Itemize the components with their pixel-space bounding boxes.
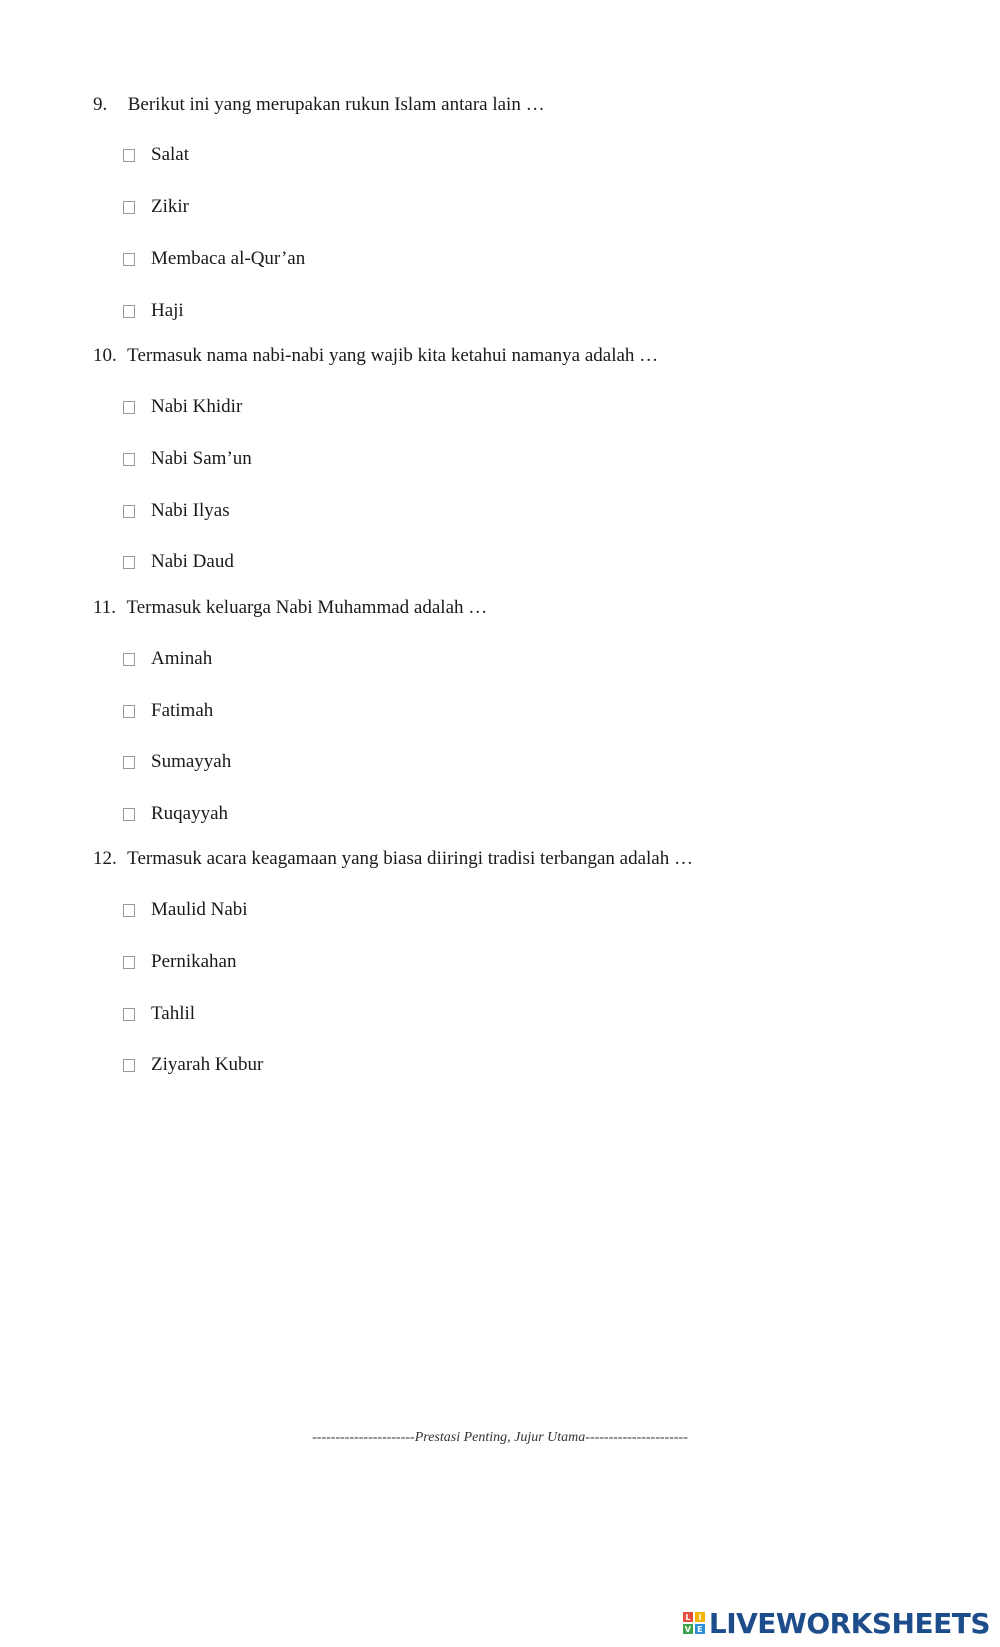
checkbox[interactable] bbox=[123, 705, 135, 718]
checkbox[interactable] bbox=[123, 505, 135, 518]
option-label: Nabi Ilyas bbox=[151, 500, 230, 521]
checkbox[interactable] bbox=[123, 253, 135, 266]
checkbox[interactable] bbox=[123, 808, 135, 821]
option-tahlil[interactable] bbox=[123, 1002, 195, 1026]
option-zikir[interactable] bbox=[123, 195, 189, 219]
checkbox[interactable] bbox=[123, 401, 135, 414]
option-ruqayyah[interactable] bbox=[123, 802, 228, 826]
question-text: Termasuk nama nabi-nabi yang wajib kita ketahui namanya adalah … bbox=[127, 345, 659, 366]
option-label: Tahlil bbox=[151, 1003, 196, 1024]
option-label: Nabi Sam’un bbox=[151, 448, 252, 469]
question-9 bbox=[93, 93, 545, 117]
checkbox[interactable] bbox=[123, 453, 135, 466]
option-label: Ziyarah Kubur bbox=[151, 1054, 264, 1075]
liveworksheets-logo[interactable] bbox=[683, 1605, 990, 1641]
option-pernikahan[interactable] bbox=[123, 950, 236, 974]
option-nabi-samun[interactable] bbox=[123, 447, 252, 471]
checkbox[interactable] bbox=[123, 305, 135, 318]
option-label: Nabi Daud bbox=[151, 551, 234, 572]
option-label: Ruqayyah bbox=[151, 803, 229, 824]
option-label: Pernikahan bbox=[151, 951, 237, 972]
option-label: Sumayyah bbox=[151, 751, 232, 772]
checkbox[interactable] bbox=[123, 1059, 135, 1072]
footer-motto: ----------------------Prestasi Penting, Jujur Utama---------------------- bbox=[312, 1430, 688, 1445]
checkbox[interactable] bbox=[123, 904, 135, 917]
checkbox[interactable] bbox=[123, 956, 135, 969]
question-number: 9. bbox=[93, 94, 108, 115]
checkbox[interactable] bbox=[123, 756, 135, 769]
question-text: Termasuk keluarga Nabi Muhammad adalah … bbox=[126, 597, 488, 618]
question-number: 10. bbox=[93, 345, 117, 366]
logo-icon bbox=[683, 1612, 705, 1634]
option-nabi-daud[interactable] bbox=[123, 550, 234, 574]
checkbox[interactable] bbox=[123, 149, 135, 162]
checkbox[interactable] bbox=[123, 201, 135, 214]
option-label: Aminah bbox=[151, 648, 213, 669]
logo-letter: L bbox=[683, 1612, 693, 1622]
question-text: Berikut ini yang merupakan rukun Islam antara lain … bbox=[127, 94, 545, 115]
logo-letter: I bbox=[695, 1612, 705, 1622]
question-12 bbox=[93, 847, 693, 871]
option-membaca-al-quran[interactable] bbox=[123, 247, 305, 271]
option-label: Salat bbox=[151, 144, 189, 165]
option-nabi-ilyas[interactable] bbox=[123, 499, 230, 523]
question-11 bbox=[93, 596, 487, 620]
question-10 bbox=[93, 344, 658, 368]
logo-letter: V bbox=[684, 1624, 691, 1634]
checkbox[interactable] bbox=[123, 653, 135, 666]
option-label: Fatimah bbox=[151, 700, 214, 721]
option-nabi-khidir[interactable] bbox=[123, 395, 242, 419]
option-fatimah[interactable] bbox=[123, 699, 213, 723]
question-number: 11. bbox=[93, 597, 117, 618]
option-label: Zikir bbox=[151, 196, 189, 217]
checkbox[interactable] bbox=[123, 1008, 135, 1021]
option-label: Maulid Nabi bbox=[151, 899, 248, 920]
option-salat[interactable] bbox=[123, 143, 189, 167]
option-label: Nabi Khidir bbox=[151, 396, 243, 417]
question-number: 12. bbox=[93, 848, 117, 869]
option-ziyarah-kubur[interactable] bbox=[123, 1053, 263, 1077]
checkbox[interactable] bbox=[123, 556, 135, 569]
option-maulid-nabi[interactable] bbox=[123, 898, 248, 922]
option-haji[interactable] bbox=[123, 299, 184, 323]
logo-letter: E bbox=[695, 1624, 705, 1634]
question-text: Termasuk acara keagamaan yang biasa diiringi tradisi terbangan adalah … bbox=[127, 848, 693, 869]
option-aminah[interactable] bbox=[123, 647, 212, 671]
option-label: Membaca al-Qur’an bbox=[151, 248, 306, 269]
logo-text: LIVEWORKSHEETS bbox=[708, 1606, 990, 1640]
option-sumayyah[interactable] bbox=[123, 750, 231, 774]
option-label: Haji bbox=[151, 300, 184, 321]
